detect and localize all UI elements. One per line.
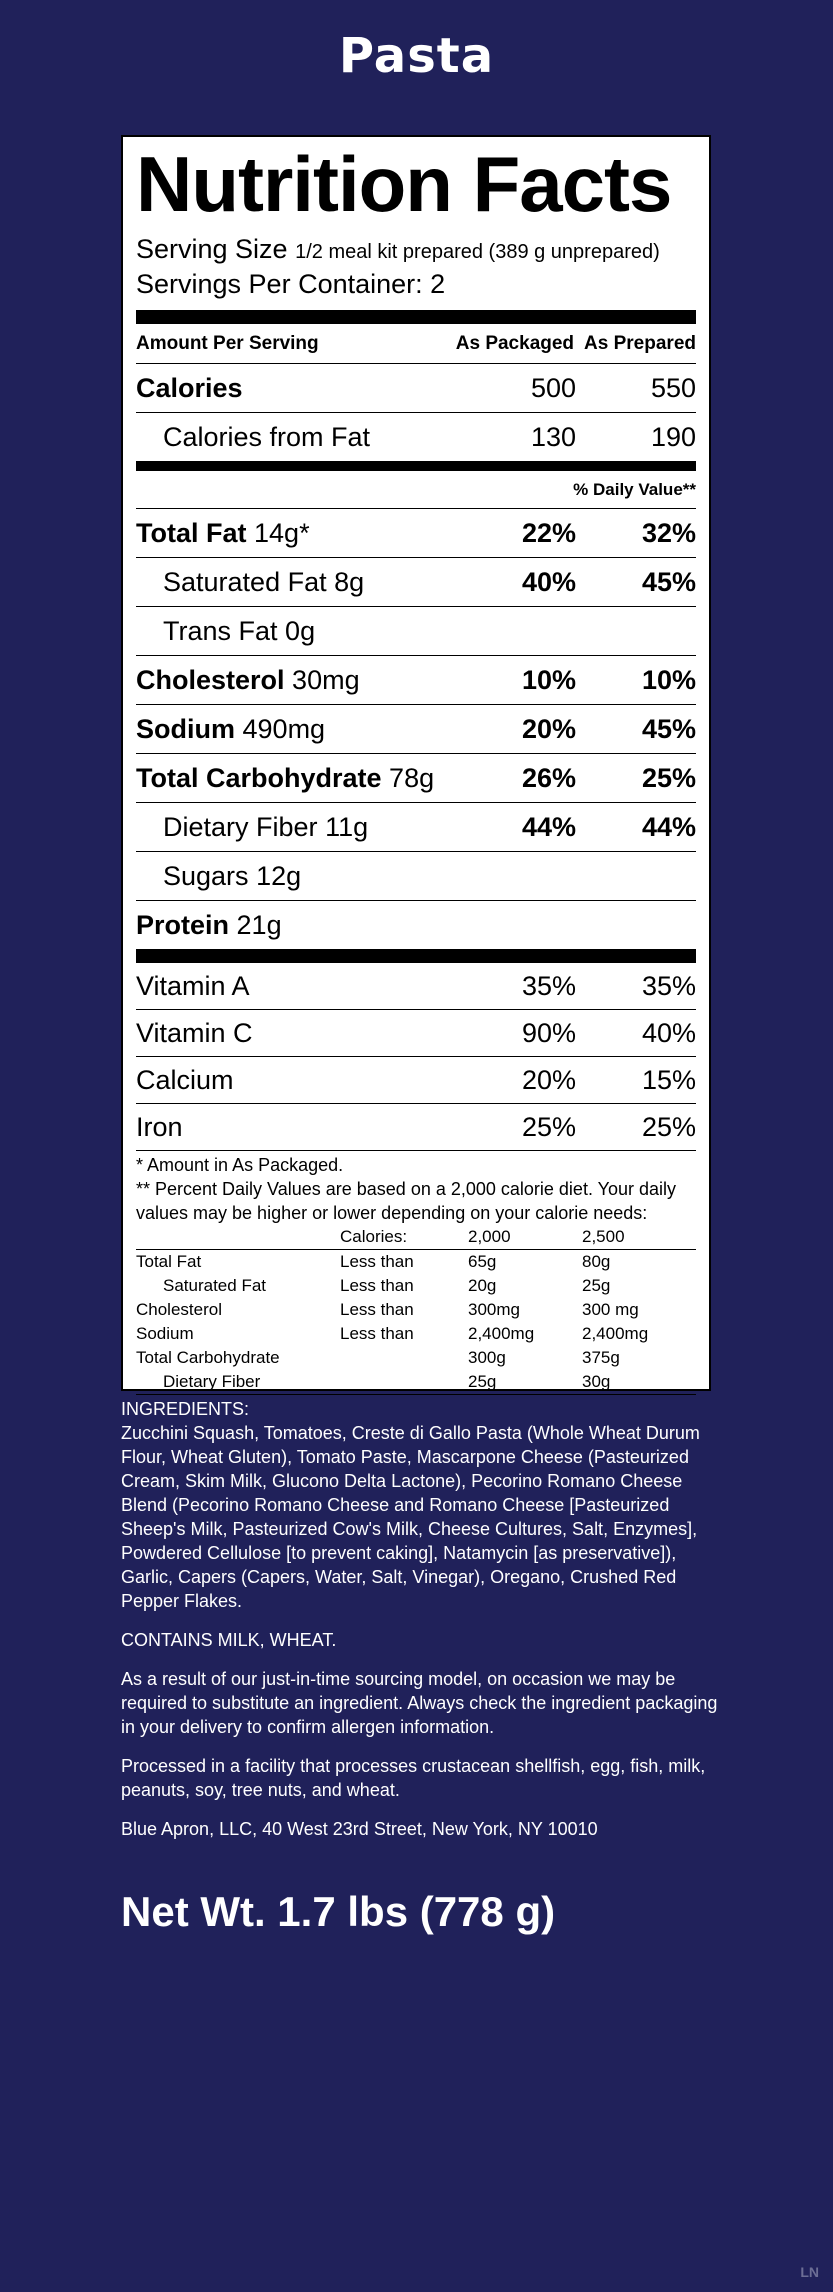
ref-2000: 20g — [468, 1276, 497, 1295]
nutrient-packaged: 26% — [521, 762, 576, 793]
serving-size-label: Serving Size — [136, 234, 288, 264]
vitamin-name: Vitamin A — [136, 970, 250, 1001]
ref-calories-label: Calories: — [340, 1225, 468, 1250]
ref-2500: 2,400mg — [582, 1324, 649, 1343]
nutrient-amount: 0g — [285, 615, 316, 646]
vitamin-prepared: 35% — [641, 970, 696, 1001]
page-title: Pasta — [338, 28, 495, 84]
ref-2500-header: 2,500 — [582, 1225, 696, 1250]
nutrient-prepared: 10% — [641, 664, 696, 695]
product-information — [121, 1397, 721, 1856]
nutrient-amount: 490mg — [242, 713, 326, 744]
ref-qualifier — [340, 1346, 468, 1370]
nutrient-row — [136, 803, 696, 852]
ref-2000: 300g — [468, 1348, 506, 1367]
ref-row — [136, 1322, 696, 1346]
footnote-daily-values: ** Percent Daily Values are based on a 2,000 calorie diet. Your daily values may be higher or lower depending on your calorie needs: — [136, 1179, 677, 1223]
vitamin-packaged: 25% — [521, 1111, 576, 1142]
ref-name: Sodium — [136, 1324, 194, 1343]
ref-2500: 300 mg — [582, 1300, 639, 1319]
company-address: Blue Apron, LLC, 40 West 23rd Street, New York, NY 10010 — [121, 1819, 598, 1839]
amount-header-row — [136, 324, 696, 364]
ref-qualifier — [340, 1370, 468, 1395]
ref-qualifier: Less than — [340, 1300, 414, 1319]
vitamin-row — [136, 1104, 696, 1151]
vitamin-prepared: 40% — [641, 1017, 696, 1048]
nutrient-prepared: 45% — [641, 566, 696, 597]
nutrient-amount: 14g* — [254, 517, 310, 548]
ref-qualifier: Less than — [340, 1324, 414, 1343]
servings-per-container: Servings Per Container: 2 — [136, 269, 446, 299]
vitamin-row — [136, 1010, 696, 1057]
nutrient-row — [136, 754, 696, 803]
vitamin-prepared: 25% — [641, 1111, 696, 1142]
nutrient-name: Dietary Fiber — [163, 811, 318, 842]
ref-name: Cholesterol — [136, 1300, 222, 1319]
ref-header-row — [136, 1225, 696, 1250]
ref-2500: 80g — [582, 1252, 611, 1271]
nutrient-prepared: 45% — [641, 713, 696, 744]
ref-row — [136, 1250, 696, 1275]
ref-name: Total Fat — [136, 1252, 202, 1271]
nutrition-facts-heading: Nutrition Facts — [136, 140, 672, 228]
nutrient-row — [136, 509, 696, 558]
amount-per-serving: Amount Per Serving — [136, 332, 319, 354]
nutrient-row — [136, 656, 696, 705]
ingredients-heading: INGREDIENTS: — [121, 1399, 250, 1419]
ref-name: Dietary Fiber — [136, 1370, 340, 1395]
ref-2500: 30g — [582, 1370, 696, 1395]
vitamin-name: Vitamin C — [136, 1017, 253, 1048]
ref-2500: 25g — [582, 1276, 611, 1295]
nutrient-row — [136, 901, 696, 949]
nutrient-name: Saturated Fat — [163, 566, 327, 597]
nutrition-facts-panel — [121, 135, 711, 1391]
ref-row — [136, 1346, 696, 1370]
vitamin-prepared: 15% — [641, 1064, 696, 1095]
as-prepared-header: As Prepared — [584, 332, 696, 354]
daily-value-header: % Daily Value** — [573, 479, 696, 499]
nutrient-packaged: 10% — [521, 664, 576, 695]
nutrient-packaged: 20% — [521, 713, 576, 744]
nutrient-amount: 30mg — [292, 664, 360, 695]
vitamin-row — [136, 963, 696, 1010]
ref-row — [136, 1274, 696, 1298]
ref-qualifier: Less than — [340, 1252, 414, 1271]
nutrient-prepared: 25% — [641, 762, 696, 793]
calories-prepared: 550 — [650, 372, 696, 403]
nutrient-amount: 12g — [256, 860, 302, 891]
calories-from-fat-label: Calories from Fat — [163, 421, 371, 452]
sourcing-note: As a result of our just-in-time sourcing model, on occasion we may be required to substitute an ingredient. Always check the ingredient packaging in your delivery to confirm allergen information. — [121, 1669, 718, 1737]
ref-name: Saturated Fat — [163, 1276, 267, 1295]
thick-divider — [136, 310, 696, 324]
nutrient-packaged: 44% — [521, 811, 576, 842]
allergen-statement: CONTAINS MILK, WHEAT. — [121, 1630, 337, 1650]
ref-name: Total Carbohydrate — [136, 1348, 280, 1367]
vitamin-packaged: 20% — [521, 1064, 576, 1095]
vitamin-name: Iron — [136, 1111, 183, 1142]
nutrient-row — [136, 852, 696, 901]
vitamin-packaged: 35% — [521, 970, 576, 1001]
nutrient-amount: 78g — [389, 762, 435, 793]
calories-packaged: 500 — [530, 372, 576, 403]
ref-2000: 2,400mg — [468, 1324, 535, 1343]
serving-size-value: 1/2 meal kit prepared (389 g unprepared) — [295, 241, 660, 263]
footnotes — [136, 1153, 696, 1225]
nutrient-row — [136, 607, 696, 656]
nutrient-packaged: 40% — [521, 566, 576, 597]
calories-from-fat-prepared: 190 — [650, 421, 696, 452]
calories-row — [136, 364, 696, 413]
ref-row — [136, 1370, 696, 1395]
ref-2000: 25g — [468, 1370, 582, 1395]
vitamin-name: Calcium — [136, 1064, 234, 1095]
daily-value-reference-table — [136, 1225, 696, 1395]
nutrient-name: Cholesterol — [136, 664, 285, 695]
thick-divider — [136, 949, 696, 963]
ref-2000: 300mg — [468, 1300, 520, 1319]
calories-from-fat-row — [136, 413, 696, 461]
calories-from-fat-packaged: 130 — [530, 421, 576, 452]
ref-qualifier: Less than — [340, 1276, 414, 1295]
nutrient-amount: 11g — [325, 811, 369, 842]
nutrient-name: Total Carbohydrate — [136, 762, 382, 793]
net-weight: Net Wt. 1.7 lbs (778 g) — [121, 1888, 556, 1935]
nutrient-amount: 8g — [334, 566, 365, 597]
nutrient-row — [136, 705, 696, 754]
ref-2000-header: 2,000 — [468, 1225, 582, 1250]
medium-divider — [136, 461, 696, 471]
as-packaged-header: As Packaged — [455, 332, 575, 354]
watermark: LN — [800, 2264, 819, 2280]
ref-row — [136, 1298, 696, 1322]
ref-2000: 65g — [468, 1252, 497, 1271]
ingredients-list: Zucchini Squash, Tomatoes, Creste di Gallo Pasta (Whole Wheat Durum Flour, Wheat Gluten), Tomato Paste, Mascarpone Cheese (Pasteurized Cream, Skim Milk, Glucono Delta Lactone), Pecorino Romano Cheese Blend (Pecorino Romano Cheese and Romano Cheese [Pasteurized Sheep's Milk, Pasteurized Cow's Milk, Cheese Cultures, Salt, Enzymes], Powdered Cellulose [to prevent caking], Natamycin [as preservative]), Garlic, Capers (Capers, Water, Salt, Vinegar), Oregano, Crushed Red Pepper Flakes. — [121, 1423, 700, 1611]
calories-label: Calories — [136, 372, 243, 403]
nutrient-name: Sodium — [136, 713, 235, 744]
nutrient-name: Total Fat — [136, 517, 247, 548]
nutrient-amount: 21g — [236, 909, 282, 940]
nutrient-packaged: 22% — [521, 517, 576, 548]
nutrient-prepared: 44% — [641, 811, 696, 842]
nutrient-name: Trans Fat — [163, 615, 278, 646]
nutrient-row — [136, 558, 696, 607]
serving-size — [136, 233, 696, 300]
nutrient-name: Sugars — [163, 860, 249, 891]
facility-note: Processed in a facility that processes crustacean shellfish, egg, fish, milk, peanuts, soy, tree nuts, and wheat. — [121, 1756, 706, 1800]
vitamin-row — [136, 1057, 696, 1104]
footnote-as-packaged: * Amount in As Packaged. — [136, 1155, 344, 1175]
vitamin-packaged: 90% — [521, 1017, 576, 1048]
nutrient-name: Protein — [136, 909, 230, 940]
daily-value-header-row — [136, 471, 696, 509]
nutrient-prepared: 32% — [641, 517, 696, 548]
ref-2500: 375g — [582, 1348, 620, 1367]
